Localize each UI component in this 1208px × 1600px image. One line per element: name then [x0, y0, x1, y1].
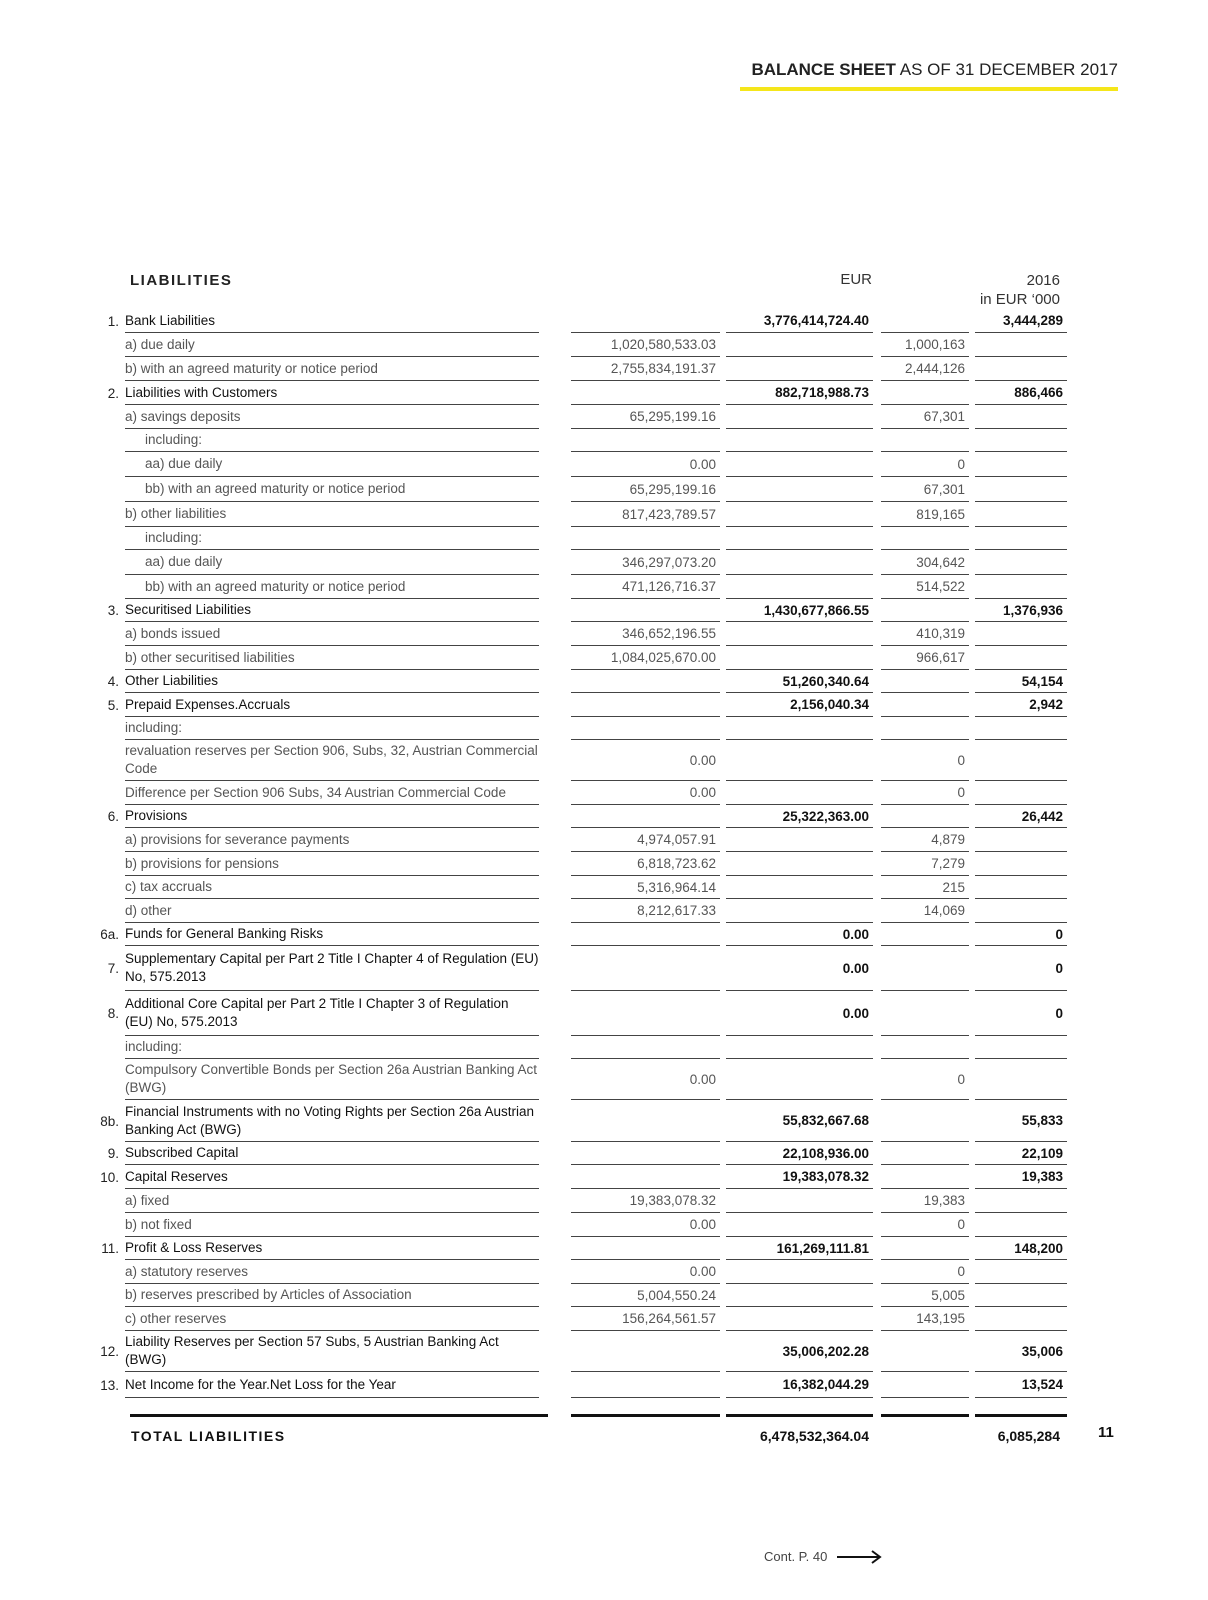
table-row — [0, 693, 1208, 717]
row-label: including: — [125, 429, 539, 452]
row-amount-total — [726, 527, 873, 550]
row-label: b) other securitised liabilities — [125, 646, 539, 670]
row-prior-detail: 19,383 — [881, 1189, 969, 1213]
row-amount-detail: 65,295,199.16 — [571, 405, 720, 429]
row-prior-detail — [881, 1036, 969, 1059]
column-unit: in EUR ‘000 — [979, 291, 1060, 308]
row-prior-total — [975, 1059, 1067, 1100]
table-row — [0, 1307, 1208, 1331]
row-prior-total — [975, 740, 1067, 781]
header-rest: AS OF 31 DECEMBER 2017 — [895, 60, 1118, 79]
row-amount-detail: 1,084,025,670.00 — [571, 646, 720, 670]
table-row — [0, 502, 1208, 527]
row-amount-total — [726, 740, 873, 781]
row-prior-detail: 410,319 — [881, 622, 969, 646]
row-number: 6a. — [100, 927, 119, 942]
row-prior-detail: 304,642 — [881, 550, 969, 575]
row-number: 5. — [107, 697, 119, 713]
row-amount-detail: 4,974,057.91 — [571, 828, 720, 852]
row-prior-total: 22,109 — [975, 1142, 1067, 1165]
table-row — [0, 452, 1208, 477]
row-prior-total — [975, 852, 1067, 876]
row-prior-total — [975, 1260, 1067, 1284]
table-row — [0, 550, 1208, 575]
table-row — [0, 740, 1208, 781]
row-amount-detail — [571, 1142, 720, 1165]
row-number: 9. — [107, 1146, 119, 1161]
continue-note[interactable] — [764, 1549, 883, 1564]
row-amount-detail: 0.00 — [571, 1213, 720, 1237]
row-amount-total — [726, 333, 873, 357]
row-prior-detail: 2,444,126 — [881, 357, 969, 381]
row-amount-detail: 6,818,723.62 — [571, 852, 720, 876]
row-prior-detail — [881, 1142, 969, 1165]
row-prior-detail: 14,069 — [881, 899, 969, 923]
table-row — [0, 599, 1208, 622]
table-row — [0, 646, 1208, 670]
row-prior-detail: 966,617 — [881, 646, 969, 670]
row-amount-detail: 0.00 — [571, 781, 720, 805]
row-amount-total — [726, 1260, 873, 1284]
row-number: 7. — [107, 961, 119, 976]
row-amount-total — [726, 781, 873, 805]
row-amount-detail: 817,423,789.57 — [571, 502, 720, 527]
row-label: Additional Core Capital per Part 2 Title I Chapter 3 of Regulation (EU) No, 575.2013 — [125, 991, 539, 1036]
row-prior-total — [975, 1189, 1067, 1213]
row-prior-total — [975, 781, 1067, 805]
row-prior-total — [975, 527, 1067, 550]
header-bold: BALANCE SHEET — [751, 60, 896, 79]
row-prior-total: 55,833 — [975, 1100, 1067, 1142]
row-label: a) due daily — [125, 333, 539, 357]
row-amount-detail: 0.00 — [571, 1059, 720, 1100]
row-amount-total — [726, 852, 873, 876]
total-eur: 6,478,532,364.04 — [760, 1428, 869, 1444]
table-row — [0, 899, 1208, 923]
row-amount-detail — [571, 670, 720, 693]
row-prior-detail — [881, 991, 969, 1036]
row-amount-detail: 0.00 — [571, 452, 720, 477]
row-amount-detail: 156,264,561.57 — [571, 1307, 720, 1331]
row-amount-detail: 8,212,617.33 — [571, 899, 720, 923]
table-row — [0, 781, 1208, 805]
row-prior-total: 1,376,936 — [975, 599, 1067, 622]
row-label: d) other — [125, 899, 539, 923]
row-prior-total: 19,383 — [975, 1165, 1067, 1189]
row-number: 8. — [107, 1006, 119, 1021]
row-prior-detail: 67,301 — [881, 477, 969, 502]
row-number: 12. — [100, 1344, 119, 1359]
row-amount-total: 25,322,363.00 — [726, 805, 873, 828]
row-prior-total — [975, 717, 1067, 740]
row-prior-detail: 215 — [881, 876, 969, 899]
row-prior-detail: 0 — [881, 1260, 969, 1284]
row-amount-detail: 65,295,199.16 — [571, 477, 720, 502]
page-number: 11 — [1098, 1424, 1114, 1441]
table-row — [0, 1036, 1208, 1059]
row-label: a) bonds issued — [125, 622, 539, 646]
page-header — [738, 60, 1118, 80]
row-amount-detail — [571, 1372, 720, 1398]
row-prior-detail: 143,195 — [881, 1307, 969, 1331]
table-row — [0, 381, 1208, 405]
row-label: Profit & Loss Reserves — [125, 1237, 539, 1260]
row-label: Liability Reserves per Section 57 Subs, 5 Austrian Banking Act (BWG) — [125, 1331, 539, 1372]
row-label: aa) due daily — [125, 550, 539, 575]
row-prior-detail — [881, 1331, 969, 1372]
row-prior-detail — [881, 429, 969, 452]
row-amount-detail — [571, 805, 720, 828]
row-amount-total: 2,156,040.34 — [726, 693, 873, 717]
row-amount-detail — [571, 599, 720, 622]
row-amount-detail: 471,126,716.37 — [571, 575, 720, 599]
row-prior-detail: 0 — [881, 740, 969, 781]
row-label: Net Income for the Year.Net Loss for the Year — [125, 1372, 539, 1398]
row-number: 11. — [101, 1241, 119, 1256]
row-prior-detail — [881, 1372, 969, 1398]
row-amount-total: 19,383,078.32 — [726, 1165, 873, 1189]
row-amount-detail — [571, 923, 720, 946]
row-amount-total: 55,832,667.68 — [726, 1100, 873, 1142]
row-prior-detail — [881, 946, 969, 991]
table-row — [0, 991, 1208, 1036]
row-number: 4. — [107, 674, 119, 689]
row-amount-total: 0.00 — [726, 991, 873, 1036]
row-amount-total — [726, 550, 873, 575]
table-row — [0, 946, 1208, 991]
row-label: Bank Liabilities — [125, 309, 539, 333]
row-prior-total — [975, 550, 1067, 575]
row-prior-total — [975, 502, 1067, 527]
row-label: Prepaid Expenses.Accruals — [125, 693, 539, 717]
column-eur: EUR — [840, 271, 872, 288]
row-prior-total: 2,942 — [975, 693, 1067, 717]
row-amount-detail — [571, 429, 720, 452]
row-label: a) fixed — [125, 1189, 539, 1213]
row-amount-detail — [571, 381, 720, 405]
row-prior-total: 0 — [975, 923, 1067, 946]
row-prior-detail: 1,000,163 — [881, 333, 969, 357]
row-number: 1. — [107, 313, 119, 329]
table-row — [0, 876, 1208, 899]
table-row — [0, 1237, 1208, 1260]
row-prior-detail — [881, 805, 969, 828]
row-prior-detail — [881, 1165, 969, 1189]
row-prior-total: 148,200 — [975, 1237, 1067, 1260]
row-amount-detail — [571, 717, 720, 740]
total-rule-label — [130, 1414, 548, 1417]
table-row — [0, 1213, 1208, 1237]
row-amount-detail — [571, 1237, 720, 1260]
row-prior-detail — [881, 923, 969, 946]
row-prior-total — [975, 333, 1067, 357]
row-prior-detail — [881, 527, 969, 550]
row-prior-detail — [881, 1100, 969, 1142]
row-prior-detail: 0 — [881, 452, 969, 477]
row-prior-detail: 7,279 — [881, 852, 969, 876]
table-row — [0, 805, 1208, 828]
row-prior-detail: 5,005 — [881, 1284, 969, 1307]
row-amount-detail: 19,383,078.32 — [571, 1189, 720, 1213]
row-number: 10. — [100, 1169, 119, 1185]
row-amount-total — [726, 1036, 873, 1059]
table-row — [0, 670, 1208, 693]
table-row — [0, 622, 1208, 646]
row-amount-total: 51,260,340.64 — [726, 670, 873, 693]
row-prior-detail: 67,301 — [881, 405, 969, 429]
table-row — [0, 477, 1208, 502]
row-label: Securitised Liabilities — [125, 599, 539, 622]
row-amount-detail — [571, 309, 720, 333]
table-row — [0, 923, 1208, 946]
row-prior-total: 54,154 — [975, 670, 1067, 693]
row-amount-total — [726, 477, 873, 502]
row-prior-detail — [881, 309, 969, 333]
row-amount-total — [726, 502, 873, 527]
row-prior-detail: 819,165 — [881, 502, 969, 527]
row-label: c) other reserves — [125, 1307, 539, 1331]
table-row — [0, 1142, 1208, 1165]
row-prior-total — [975, 899, 1067, 923]
total-rule-c1 — [571, 1414, 720, 1417]
row-prior-detail — [881, 693, 969, 717]
table-row — [0, 1165, 1208, 1189]
table-row — [0, 429, 1208, 452]
row-label: aa) due daily — [125, 452, 539, 477]
row-amount-total: 3,776,414,724.40 — [726, 309, 873, 333]
row-amount-total — [726, 405, 873, 429]
row-amount-total — [726, 622, 873, 646]
row-label: revaluation reserves per Section 906, Subs, 32, Austrian Commercial Code — [125, 740, 539, 781]
row-amount-total — [726, 575, 873, 599]
row-amount-detail: 0.00 — [571, 740, 720, 781]
row-amount-detail — [571, 991, 720, 1036]
row-amount-total: 35,006,202.28 — [726, 1331, 873, 1372]
column-2016 — [950, 271, 1060, 309]
row-prior-total — [975, 1213, 1067, 1237]
row-prior-total: 0 — [975, 991, 1067, 1036]
row-label: Liabilities with Customers — [125, 381, 539, 405]
table-row — [0, 852, 1208, 876]
row-amount-total — [726, 828, 873, 852]
row-label: b) provisions for pensions — [125, 852, 539, 876]
row-amount-total: 16,382,044.29 — [726, 1372, 873, 1398]
row-label: c) tax accruals — [125, 876, 539, 899]
row-prior-total — [975, 622, 1067, 646]
table-row — [0, 1100, 1208, 1142]
row-label: Supplementary Capital per Part 2 Title I Chapter 4 of Regulation (EU) No, 575.2013 — [125, 946, 539, 991]
row-amount-detail: 1,020,580,533.03 — [571, 333, 720, 357]
row-prior-detail — [881, 670, 969, 693]
total-rule-c4 — [975, 1414, 1067, 1417]
row-amount-detail — [571, 1331, 720, 1372]
table-row — [0, 333, 1208, 357]
row-amount-total: 0.00 — [726, 946, 873, 991]
row-prior-total: 0 — [975, 946, 1067, 991]
total-row — [0, 1414, 1208, 1454]
row-label: bb) with an agreed maturity or notice period — [125, 477, 539, 502]
row-label: b) reserves prescribed by Articles of Association — [125, 1284, 539, 1307]
row-amount-total — [726, 1284, 873, 1307]
row-prior-total — [975, 357, 1067, 381]
row-prior-total — [975, 429, 1067, 452]
continue-text: Cont. P. 40 — [764, 1549, 828, 1564]
row-label: including: — [125, 1036, 539, 1059]
row-label: a) provisions for severance payments — [125, 828, 539, 852]
row-amount-detail: 2,755,834,191.37 — [571, 357, 720, 381]
row-prior-total — [975, 575, 1067, 599]
row-prior-total — [975, 646, 1067, 670]
row-amount-total: 0.00 — [726, 923, 873, 946]
row-label: Difference per Section 906 Subs, 34 Austrian Commercial Code — [125, 781, 539, 805]
row-prior-detail — [881, 599, 969, 622]
row-amount-detail: 346,297,073.20 — [571, 550, 720, 575]
table-row — [0, 1331, 1208, 1372]
row-amount-detail: 5,316,964.14 — [571, 876, 720, 899]
row-label: Compulsory Convertible Bonds per Section 26a Austrian Banking Act (BWG) — [125, 1059, 539, 1100]
row-amount-detail — [571, 693, 720, 717]
row-label: Funds for General Banking Risks — [125, 923, 539, 946]
total-prior: 6,085,284 — [997, 1428, 1060, 1444]
row-prior-detail — [881, 1237, 969, 1260]
row-prior-total — [975, 477, 1067, 502]
row-amount-total — [726, 1189, 873, 1213]
row-prior-total: 26,442 — [975, 805, 1067, 828]
row-prior-total — [975, 1307, 1067, 1331]
table-row — [0, 1260, 1208, 1284]
row-prior-total — [975, 405, 1067, 429]
row-amount-total — [726, 717, 873, 740]
row-number: 3. — [107, 603, 119, 618]
row-prior-total: 35,006 — [975, 1331, 1067, 1372]
row-label: b) not fixed — [125, 1213, 539, 1237]
row-amount-total — [726, 1059, 873, 1100]
row-amount-detail: 0.00 — [571, 1260, 720, 1284]
row-prior-total — [975, 876, 1067, 899]
row-amount-total — [726, 429, 873, 452]
row-amount-detail — [571, 1036, 720, 1059]
row-label: Subscribed Capital — [125, 1142, 539, 1165]
row-amount-total: 161,269,111.81 — [726, 1237, 873, 1260]
column-year: 2016 — [1026, 272, 1060, 289]
row-prior-detail — [881, 381, 969, 405]
row-amount-total: 1,430,677,866.55 — [726, 599, 873, 622]
table-row — [0, 405, 1208, 429]
row-label: bb) with an agreed maturity or notice period — [125, 575, 539, 599]
row-prior-detail: 4,879 — [881, 828, 969, 852]
arrow-right-icon — [837, 1550, 883, 1564]
row-amount-detail: 346,652,196.55 — [571, 622, 720, 646]
row-label: including: — [125, 527, 539, 550]
row-label: Provisions — [125, 805, 539, 828]
total-rule-c2 — [726, 1414, 873, 1417]
table-row — [0, 309, 1208, 333]
liabilities-table — [0, 309, 1208, 1398]
row-prior-total — [975, 1036, 1067, 1059]
row-amount-total: 22,108,936.00 — [726, 1142, 873, 1165]
row-label: Financial Instruments with no Voting Rights per Section 26a Austrian Banking Act (BWG) — [125, 1100, 539, 1142]
table-row — [0, 828, 1208, 852]
total-label: TOTAL LIABILITIES — [131, 1428, 286, 1444]
row-amount-detail — [571, 946, 720, 991]
section-title: LIABILITIES — [130, 272, 233, 289]
table-row — [0, 1059, 1208, 1100]
row-number: 6. — [107, 809, 119, 824]
row-amount-total — [726, 876, 873, 899]
row-amount-detail: 5,004,550.24 — [571, 1284, 720, 1307]
row-prior-detail: 514,522 — [881, 575, 969, 599]
row-label: a) savings deposits — [125, 405, 539, 429]
row-prior-detail — [881, 717, 969, 740]
row-amount-total — [726, 646, 873, 670]
table-row — [0, 717, 1208, 740]
row-label: including: — [125, 717, 539, 740]
row-prior-detail: 0 — [881, 781, 969, 805]
table-row — [0, 357, 1208, 381]
row-label: b) with an agreed maturity or notice period — [125, 357, 539, 381]
header-underline — [740, 87, 1118, 91]
table-row — [0, 1372, 1208, 1398]
row-prior-total: 886,466 — [975, 381, 1067, 405]
row-amount-total: 882,718,988.73 — [726, 381, 873, 405]
row-prior-total — [975, 828, 1067, 852]
row-amount-total — [726, 899, 873, 923]
row-amount-total — [726, 357, 873, 381]
table-row — [0, 575, 1208, 599]
row-amount-detail — [571, 1165, 720, 1189]
row-number: 8b. — [100, 1113, 119, 1129]
row-label: a) statutory reserves — [125, 1260, 539, 1284]
row-prior-detail: 0 — [881, 1059, 969, 1100]
row-prior-total — [975, 1284, 1067, 1307]
table-row — [0, 527, 1208, 550]
row-amount-total — [726, 452, 873, 477]
row-amount-total — [726, 1307, 873, 1331]
row-amount-total — [726, 1213, 873, 1237]
row-amount-detail — [571, 1100, 720, 1142]
table-row — [0, 1189, 1208, 1213]
row-label: Other Liabilities — [125, 670, 539, 693]
table-row — [0, 1284, 1208, 1307]
total-rule-c3 — [881, 1414, 969, 1417]
row-prior-total: 13,524 — [975, 1372, 1067, 1398]
row-label: Capital Reserves — [125, 1165, 539, 1189]
row-prior-detail: 0 — [881, 1213, 969, 1237]
row-prior-total: 3,444,289 — [975, 309, 1067, 333]
row-amount-detail — [571, 527, 720, 550]
row-prior-total — [975, 452, 1067, 477]
row-label: b) other liabilities — [125, 502, 539, 527]
row-number: 13. — [100, 1377, 119, 1393]
row-number: 2. — [107, 385, 119, 401]
